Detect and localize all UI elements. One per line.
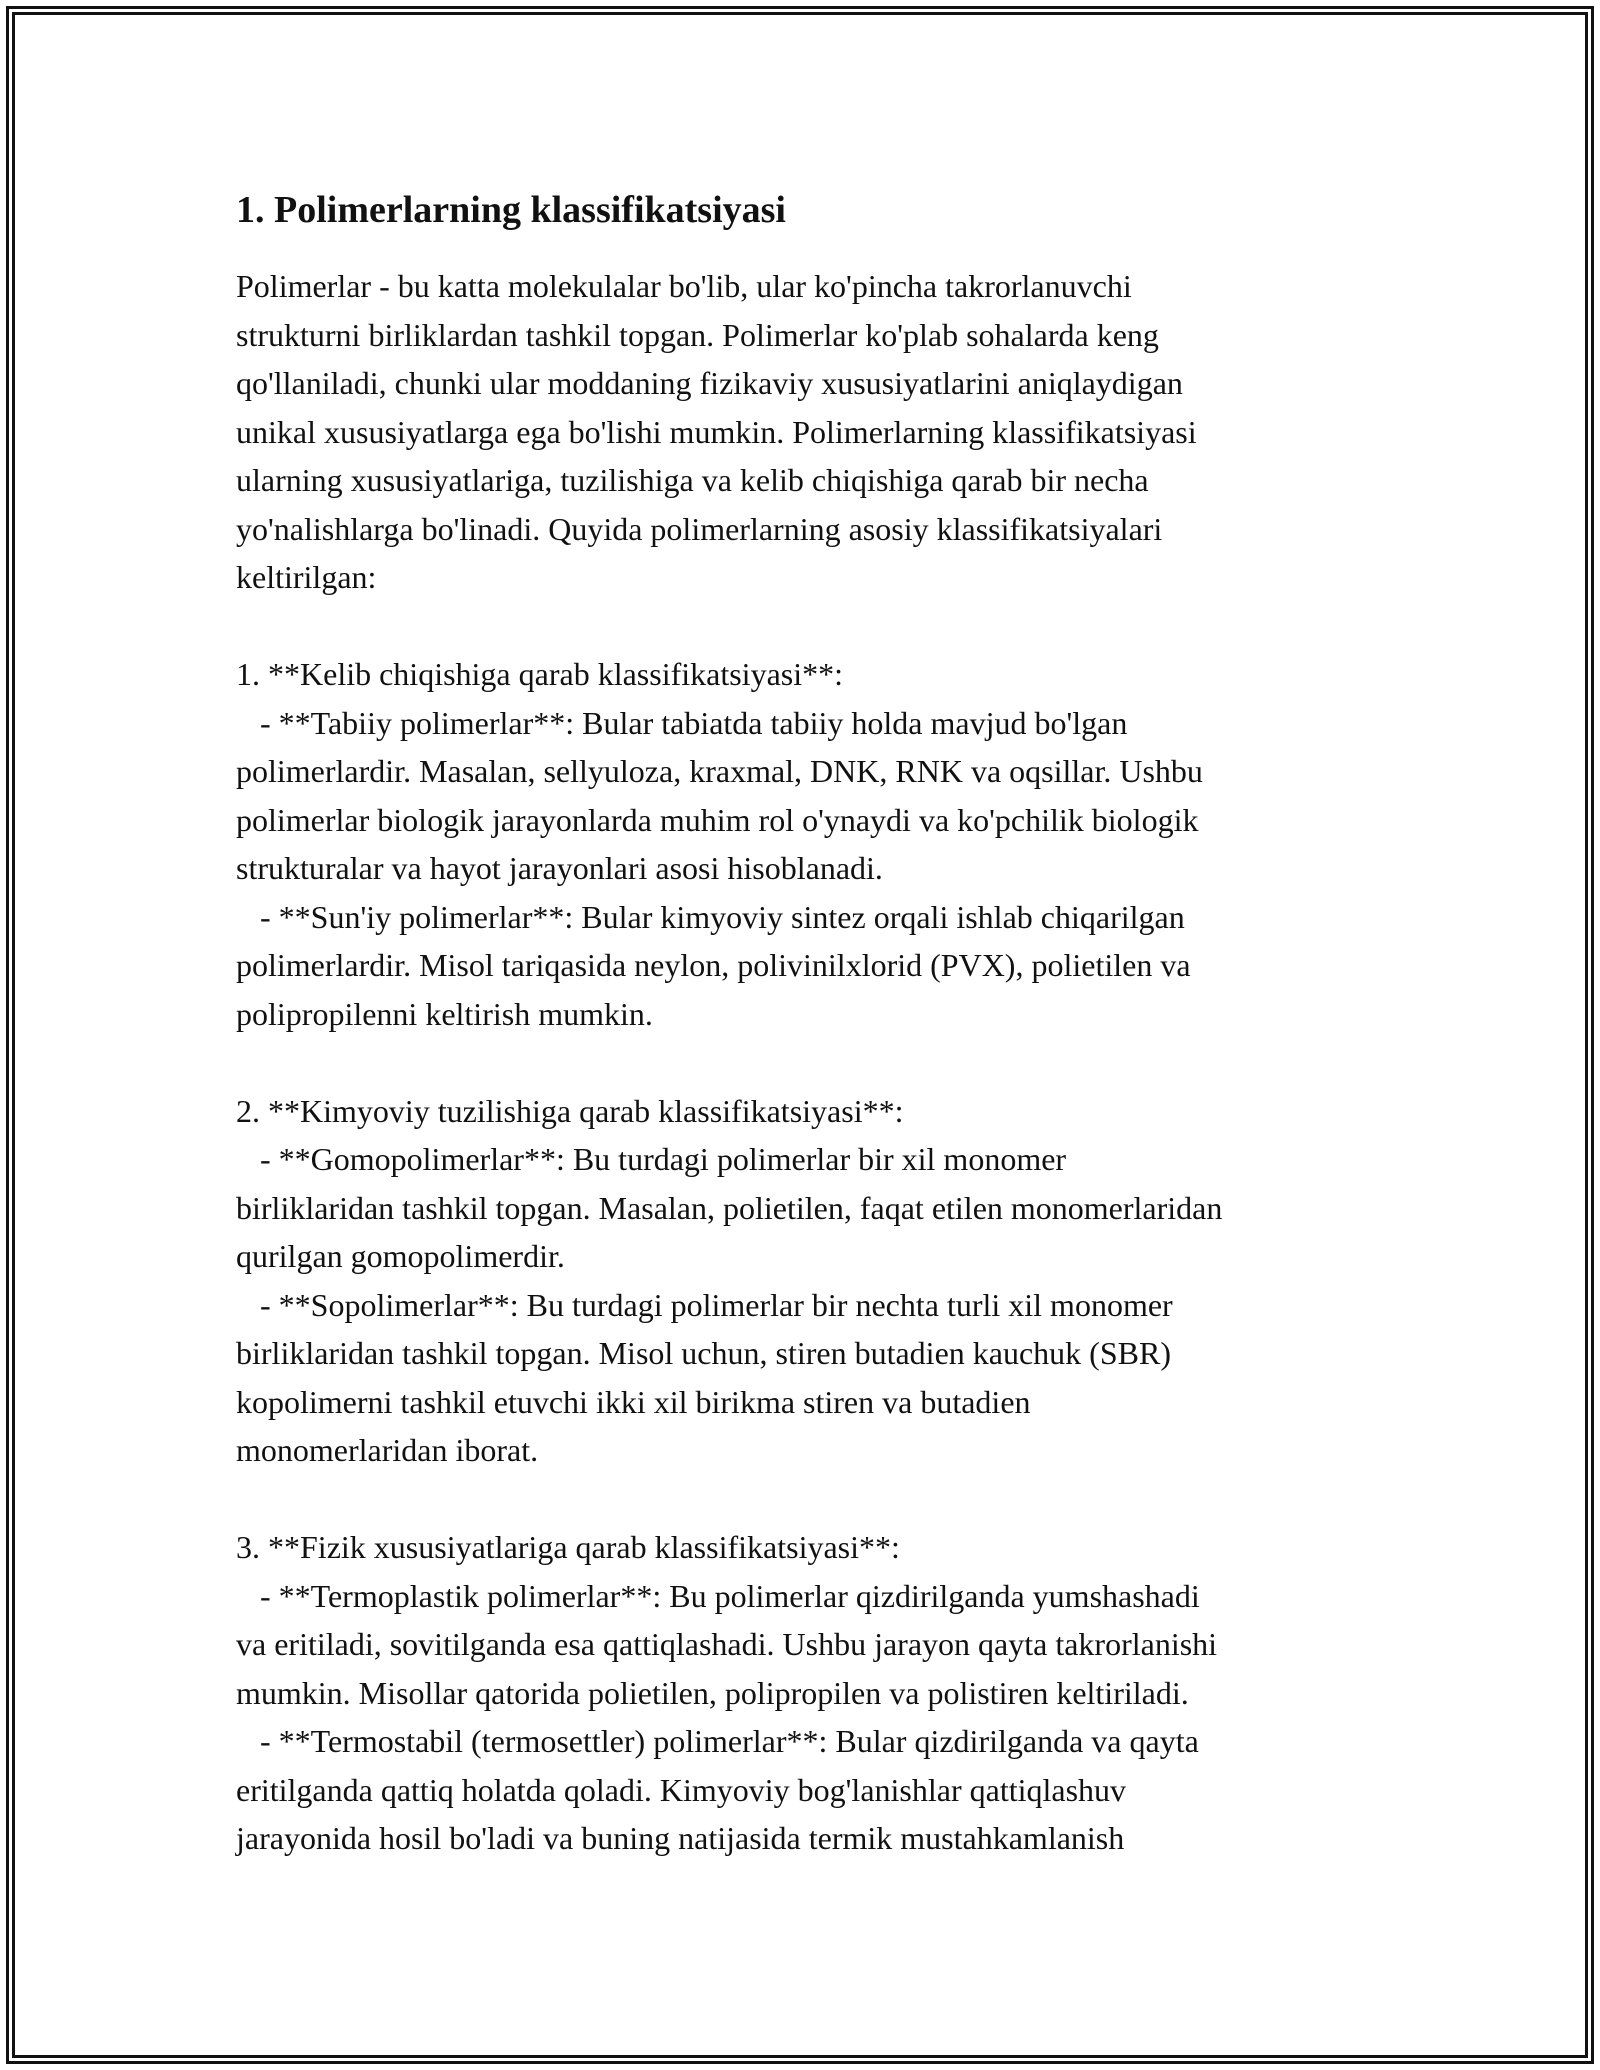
text-line: yo'nalishlarga bo'linadi. Quyida polimerlarning asosiy klassifikatsiyalari [236,510,1163,547]
text-line: jarayonida hosil bo'ladi va buning natijasida termik mustahkamlanish [236,1820,1125,1856]
blank-line [236,1038,1396,1087]
text-line: strukturni birliklardan tashkil topgan. Polimerlar ko'plab sohalarda keng [236,316,1159,353]
text-line: 2. **Kimyoviy tuzilishiga qarab klassifikatsiyasi**: [236,1092,904,1129]
text-line: - **Sun'iy polimerlar**: Bular kimyoviy sintez orqali ishlab chiqarilgan [236,898,1185,935]
text-line: - **Termostabil (termosettler) polimerlar**: Bular qizdirilganda va qayta [236,1723,1199,1759]
text-line: eritilganda qattiq holatda qoladi. Kimyoviy bog'lanishlar qattiqlashuv [236,1771,1127,1808]
text-line: 3. **Fizik xususiyatlariga qarab klassifikatsiyasi**: [236,1529,900,1565]
text-line: qurilgan gomopolimerdir. [236,1238,565,1274]
text-line: - **Sopolimerlar**: Bu turdagi polimerlar bir nechta turli xil monomer [236,1286,1173,1323]
text-line: polipropilenni keltirish mumkin. [236,995,653,1032]
text-line: - **Gomopolimerlar**: Bu turdagi polimerlar bir xil monomer [236,1141,1067,1177]
text-line: birliklaridan tashkil topgan. Masalan, polietilen, faqat etilen monomerlaridan [236,1189,1223,1226]
text-line: kopolimerni tashkil etuvchi ikki xil birikma stiren va butadien [236,1383,1031,1420]
text-line: - **Tabiiy polimerlar**: Bular tabiatda tabiiy holda mavjud bo'lgan [236,704,1128,741]
text-line: birliklaridan tashkil topgan. Misol uchun, stiren butadien kauchuk (SBR) [236,1335,1171,1371]
text-line: Polimerlar - bu katta molekulalar bo'lib, ular ko'pincha takrorlanuvchi [236,268,1132,304]
text-line: qo'llaniladi, chunki ular moddaning fizikaviy xususiyatlarini aniqlaydigan [236,365,1183,401]
text-line: polimerlardir. Masalan, sellyuloza, kraxmal, DNK, RNK va oqsillar. Ushbu [236,753,1203,789]
blank-line [236,602,1396,651]
text-line: - **Termoplastik polimerlar**: Bu polimerlar qizdirilganda yumshashadi [236,1577,1200,1614]
blank-line [236,1475,1396,1524]
text-line: polimerlar biologik jarayonlarda muhim rol o'ynaydi va ko'pchilik biologik [236,801,1199,838]
text-line: keltirilgan: [236,559,377,595]
text-line: unikal xususiyatlarga ega bo'lishi mumkin. Polimerlarning klassifikatsiyasi [236,413,1197,450]
body-text [236,262,1396,1863]
text-line: ularning xususiyatlariga, tuzilishiga va kelib chiqishiga qarab bir necha [236,462,1149,498]
text-line: monomerlaridan iborat. [236,1432,539,1468]
text-line: polimerlardir. Misol tariqasida neylon, polivinilxlorid (PVX), polietilen va [236,947,1191,983]
text-line: 1. **Kelib chiqishiga qarab klassifikatsiyasi**: [236,656,843,692]
section-heading: 1. Polimerlarning klassifikatsiyasi [236,189,786,231]
text-line: strukturalar va hayot jarayonlari asosi hisoblanadi. [236,850,883,886]
text-line: va eritiladi, sovitilganda esa qattiqlashadi. Ushbu jarayon qayta takrorlanishi [236,1626,1218,1662]
document-body [236,186,1396,1863]
text-line: mumkin. Misollar qatorida polietilen, polipropilen va polistiren keltiriladi. [236,1674,1189,1711]
